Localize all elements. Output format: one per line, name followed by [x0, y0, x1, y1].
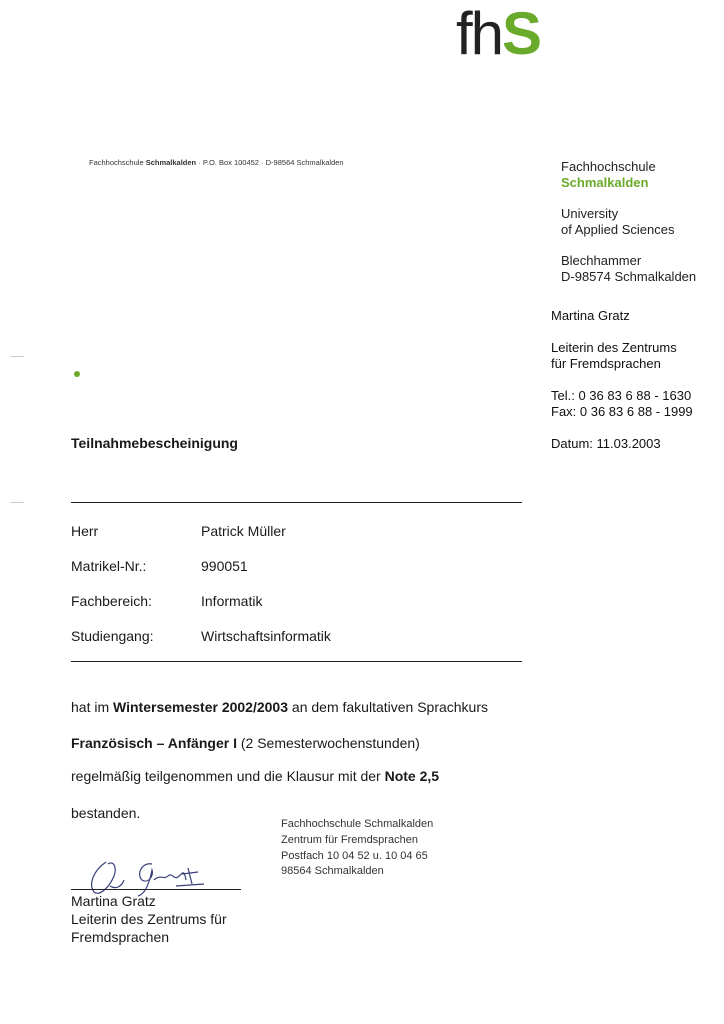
- stamp-line2: Zentrum für Fremdsprachen: [281, 834, 418, 846]
- signatory-name: Martina Gratz: [71, 893, 156, 909]
- body-line1-c: an dem fakultativen Sprachkurs: [288, 699, 489, 715]
- body-line3: [71, 768, 439, 784]
- contact-role2: für Fremdsprachen: [551, 356, 661, 371]
- field-label-fachbereich: Fachbereich:: [71, 593, 152, 609]
- body-line4: bestanden.: [71, 805, 141, 821]
- signatory-role2: Fremdsprachen: [71, 929, 170, 945]
- body-line2-a: Französisch – Anfänger I: [71, 735, 237, 751]
- institution-line4: of Applied Sciences: [561, 222, 675, 237]
- stamp-line1: Fachhochschule Schmalkalden: [281, 818, 434, 830]
- field-value-name: Patrick Müller: [201, 523, 286, 539]
- body-line3-b: Note 2,5: [384, 768, 440, 784]
- body-line3-a: regelmäßig teilgenommen und die Klausur mit der: [71, 768, 385, 784]
- institution-line6: D-98574 Schmalkalden: [561, 269, 697, 284]
- institution-line5: Blechhammer: [561, 253, 642, 268]
- signatory-role1: Leiterin des Zentrums für: [71, 911, 227, 927]
- field-value-fachbereich: Informatik: [201, 593, 263, 609]
- field-label-matrikel: Matrikel-Nr.:: [71, 558, 147, 574]
- sender-bold: Schmalkalden: [145, 158, 197, 167]
- signature-line: [71, 889, 241, 890]
- divider-top: [71, 502, 522, 503]
- stamp-line4: 98564 Schmalkalden: [281, 865, 384, 877]
- divider-bottom: [71, 661, 522, 662]
- document-title: Teilnahmebescheinigung: [71, 435, 238, 451]
- logo-s: S: [502, 0, 541, 67]
- body-line2: [71, 735, 420, 751]
- sender-address-line: [89, 158, 344, 167]
- institution-line1: Fachhochschule: [561, 159, 656, 174]
- institution-line3: University: [561, 206, 619, 221]
- body-line1-b: Wintersemester 2002/2003: [113, 699, 289, 715]
- field-value-matrikel: 990051: [201, 558, 248, 574]
- fold-mark: [10, 502, 24, 503]
- body-line1: [71, 699, 488, 715]
- contact-role1: Leiterin des Zentrums: [551, 340, 677, 355]
- fold-mark: [10, 356, 24, 357]
- institution-line2: Schmalkalden: [561, 175, 649, 190]
- contact-date: Datum: 11.03.2003: [551, 436, 661, 451]
- logo-fh: fh: [456, 0, 503, 67]
- body-line2-b: (2 Semesterwochenstunden): [236, 735, 420, 751]
- contact-tel: Tel.: 0 36 83 6 88 - 1630: [551, 388, 692, 403]
- field-value-studiengang: Wirtschaftsinformatik: [201, 628, 331, 644]
- stamp-line3: Postfach 10 04 52 u. 10 04 65: [281, 850, 428, 862]
- field-label-salutation: Herr: [71, 523, 99, 539]
- body-line1-a: hat im: [71, 699, 114, 715]
- contact-name: Martina Gratz: [551, 308, 630, 323]
- sender-part1: Fachhochschule: [89, 158, 146, 167]
- green-dot-icon: [74, 371, 80, 377]
- field-label-studiengang: Studiengang:: [71, 628, 154, 644]
- contact-fax: Fax: 0 36 83 6 88 - 1999: [551, 404, 693, 419]
- fhs-logo: [456, 0, 541, 67]
- sender-part2: · P.O. Box 100452 · D-98564 Schmalkalden: [196, 158, 344, 167]
